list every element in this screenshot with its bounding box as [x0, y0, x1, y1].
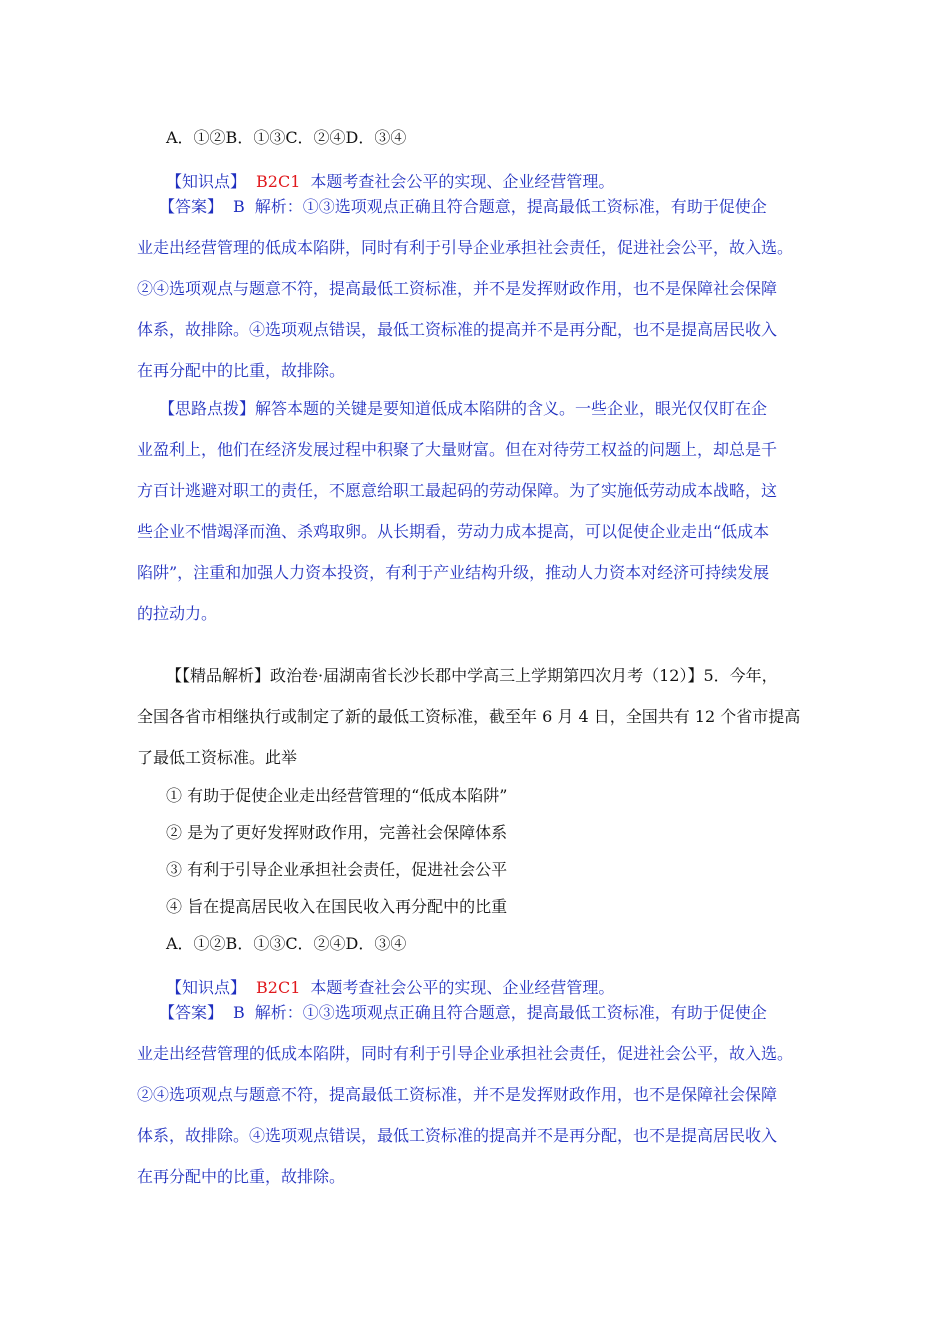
answer-line-2: [159, 1003, 767, 1023]
answer-text-line: 在再分配中的比重，故排除。: [137, 1167, 346, 1186]
tip-line: 方百计逃避对职工的责任，不愿意给职工最起码的劳动保障。为了实施低劳动成本战略，这: [137, 481, 778, 500]
answer-text-line: ②④选项观点与题意不符，提高最低工资标准，并不是发挥财政作用，也不是保障社会保障: [137, 1085, 778, 1104]
kp-text: 本题考查社会公平的实现、企业经营管理。: [310, 172, 615, 191]
ans-letter: B: [233, 1003, 245, 1022]
question-line: 了最低工资标准。此举: [137, 748, 298, 767]
choice-item: ④ 旨在提高居民收入在国民收入再分配中的比重: [166, 897, 508, 916]
ans-text: 解析：①③选项观点正确且符合题意，提高最低工资标准，有助于促使企: [254, 197, 767, 216]
tip-line: 的拉动力。: [137, 604, 218, 623]
ans-letter: B: [233, 197, 245, 216]
choice-item: ③ 有利于引导企业承担社会责任，促进社会公平: [166, 860, 508, 879]
answer-options-1: A．①②B．①③C．②④D．③④: [166, 128, 407, 147]
tip-line: 些企业不惜竭泽而渔、杀鸡取卵。从长期看，劳动力成本提高，可以促使企业走出“低成本: [137, 522, 770, 541]
kp-label: 【知识点】: [166, 978, 247, 997]
ans-label: 【答案】: [159, 1003, 224, 1022]
question-header: 【【精品解析】政治卷·届湖南省长沙长郡中学高三上学期第四次月考（12）】5．今年，: [166, 666, 778, 685]
knowledge-point-1: [166, 172, 614, 192]
answer-text-line: 业走出经营管理的低成本陷阱，同时有利于引导企业承担社会责任，促进社会公平，故入选。: [137, 238, 794, 257]
ans-label: 【答案】: [159, 197, 224, 216]
answer-text-line: 在再分配中的比重，故排除。: [137, 361, 346, 380]
tip-line: 业盈利上，他们在经济发展过程中积聚了大量财富。但在对待劳工权益的问题上，却总是千: [137, 440, 778, 459]
kp-label: 【知识点】: [166, 172, 247, 191]
question-line: 全国各省市相继执行或制定了新的最低工资标准，截至年 6 月 4 日，全国共有 12 个省市提高: [137, 707, 801, 726]
choice-item: ② 是为了更好发挥财政作用，完善社会保障体系: [166, 823, 508, 842]
kp-text: 本题考查社会公平的实现、企业经营管理。: [310, 978, 615, 997]
tip-line: 陷阱”，注重和加强人力资本投资，有利于产业结构升级，推动人力资本对经济可持续发展: [137, 563, 770, 582]
kp-code: B2C1: [256, 978, 301, 997]
ans-text: 解析：①③选项观点正确且符合题意，提高最低工资标准，有助于促使企: [254, 1003, 767, 1022]
answer-line-1: [159, 197, 767, 217]
kp-code: B2C1: [256, 172, 301, 191]
answer-text-line: 体系，故排除。④选项观点错误，最低工资标准的提高并不是再分配，也不是提高居民收入: [137, 320, 778, 339]
choice-item: ① 有助于促使企业走出经营管理的“低成本陷阱”: [166, 786, 508, 805]
knowledge-point-2: [166, 978, 614, 998]
answer-text-line: 体系，故排除。④选项观点错误，最低工资标准的提高并不是再分配，也不是提高居民收入: [137, 1126, 778, 1145]
answer-text-line: 业走出经营管理的低成本陷阱，同时有利于引导企业承担社会责任，促进社会公平，故入选。: [137, 1044, 794, 1063]
tip-line: 【思路点拨】解答本题的关键是要知道低成本陷阱的含义。一些企业，眼光仅仅盯在企: [159, 399, 768, 418]
answer-options-2: A．①②B．①③C．②④D．③④: [166, 934, 407, 953]
answer-text-line: ②④选项观点与题意不符，提高最低工资标准，并不是发挥财政作用，也不是保障社会保障: [137, 279, 778, 298]
